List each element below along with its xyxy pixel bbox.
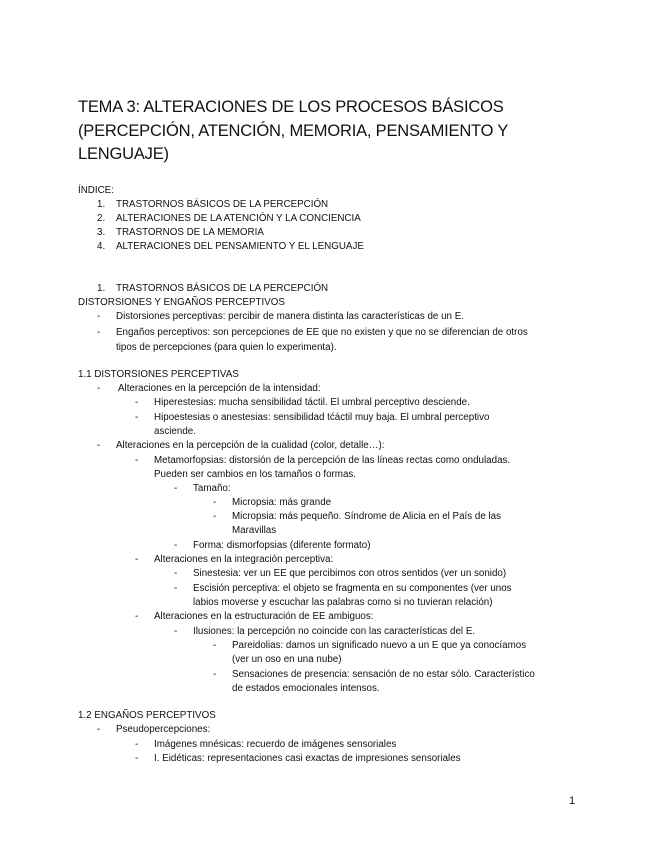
list-item: Forma: dismorfopsias (diferente formato)	[193, 540, 371, 551]
list-item: Alteraciones en la percepción de la cualidad (color, detalle…):	[116, 440, 385, 451]
list-item-continued: Pueden ser cambios en los tamaños o formas.	[154, 469, 357, 480]
bullet-dash: -	[97, 383, 101, 394]
list-item: Alteraciones en la percepción de la intensidad:	[118, 383, 321, 394]
bullet-dash: -	[174, 540, 178, 551]
subsection-heading: 1.2 ENGAÑOS PERCEPTIVOS	[78, 710, 216, 721]
list-item: Hipoestesias o anestesias: sensibilidad tćáctil muy baja. El umbral perceptivo	[154, 412, 490, 423]
bullet-dash: -	[97, 724, 101, 735]
section-number: 1.	[97, 283, 106, 294]
list-item: Ilusiones: la percepción no coincide con las características del E.	[193, 626, 476, 637]
index-item: ALTERACIONES DE LA ATENCIÓN Y LA CONCIENCIA	[116, 213, 361, 224]
title-line: LENGUAJE)	[78, 145, 169, 163]
title-line: (PERCEPCIÓN, ATENCIÓN, MEMORIA, PENSAMIENTO Y	[78, 121, 509, 140]
bullet-dash: -	[174, 483, 178, 494]
bullet-dash: -	[213, 669, 217, 680]
page-number: 1	[569, 795, 576, 807]
list-item-continued: labios moverse y escuchar las palabras como si no tuvieran relación)	[193, 597, 493, 608]
index-item-number: 1.	[97, 199, 106, 210]
list-item: I. Eidéticas: representaciones casi exactas de impresiones sensoriales	[154, 753, 461, 764]
list-item: Tamaño:	[193, 483, 231, 494]
subsection-heading: 1.1 DISTORSIONES PERCEPTIVAS	[78, 369, 239, 380]
section-subheading: DISTORSIONES Y ENGAÑOS PERCEPTIVOS	[78, 297, 285, 308]
bullet-dash: -	[135, 397, 139, 408]
list-item: Hiperestesias: mucha sensibilidad táctil. El umbral perceptivo desciende.	[154, 397, 470, 408]
bullet-dash: -	[135, 739, 139, 750]
index-item-number: 4.	[97, 241, 106, 252]
index-item: ALTERACIONES DEL PENSAMIENTO Y EL LENGUAJE	[116, 241, 364, 252]
bullet-dash: -	[135, 554, 139, 565]
list-item: Pareidolias: damos un significado nuevo a un E que ya conocíamos	[232, 640, 527, 651]
list-item-continued: asciende.	[154, 426, 196, 437]
bullet-dash: -	[213, 511, 217, 522]
list-item: Metamorfopsias: distorsión de la percepción de las líneas rectas como onduladas.	[154, 455, 511, 466]
index-item-number: 3.	[97, 227, 106, 238]
list-item: Imágenes mnésicas: recuerdo de imágenes sensoriales	[154, 739, 397, 750]
index-label: ÍNDICE:	[78, 185, 114, 196]
bullet-dash: -	[135, 412, 139, 423]
bullet-text-continued: tipos de percepciones (para quien lo experimenta).	[116, 342, 337, 353]
bullet-dash: -	[174, 568, 178, 579]
bullet-dash: -	[97, 327, 101, 338]
bullet-dash: -	[174, 626, 178, 637]
list-item: Pseudopercepciones:	[116, 724, 211, 735]
list-item: Sinestesia: ver un EE que percibimos con otros sentidos (ver un sonido)	[193, 568, 507, 579]
list-item-continued: Maravillas	[232, 525, 277, 536]
bullet-dash: -	[174, 583, 178, 594]
document-title	[78, 96, 598, 167]
bullet-dash: -	[213, 497, 217, 508]
bullet-text: Engaños perceptivos: son percepciones de EE que no existen y que no se diferencian de otros	[116, 327, 528, 338]
list-item: Sensaciones de presencia: sensación de no estar sólo. Característico	[232, 669, 535, 680]
bullet-text: Distorsiones perceptivas: percibir de manera distinta las características de un E.	[116, 311, 464, 322]
bullet-dash: -	[135, 753, 139, 764]
list-item: Alteraciones en la estructuración de EE ambiguos:	[154, 611, 374, 622]
list-item: Alteraciones en la integración perceptiva:	[154, 554, 334, 565]
list-item: Micropsia: más pequeño. Síndrome de Alicia en el País de las	[232, 511, 502, 522]
list-item: Micropsia: más grande	[232, 497, 332, 508]
index-item-number: 2.	[97, 213, 106, 224]
index-item: TRASTORNOS BÁSICOS DE LA PERCEPCIÓN	[116, 199, 329, 210]
bullet-dash: -	[135, 455, 139, 466]
bullet-dash: -	[135, 611, 139, 622]
bullet-dash: -	[97, 311, 101, 322]
bullet-dash: -	[97, 440, 101, 451]
list-item: Escisión perceptiva: el objeto se fragmenta en su componentes (ver unos	[193, 583, 512, 594]
index-item: TRASTORNOS DE LA MEMORIA	[116, 227, 264, 238]
bullet-dash: -	[213, 640, 217, 651]
title-line: TEMA 3: ALTERACIONES DE LOS PROCESOS BÁSICOS	[78, 98, 504, 116]
section-heading: TRASTORNOS BÁSICOS DE LA PERCEPCIÓN	[116, 283, 329, 294]
list-item-continued: (ver un oso en una nube)	[232, 654, 342, 665]
list-item-continued: de estados emocionales intensos.	[232, 683, 380, 694]
